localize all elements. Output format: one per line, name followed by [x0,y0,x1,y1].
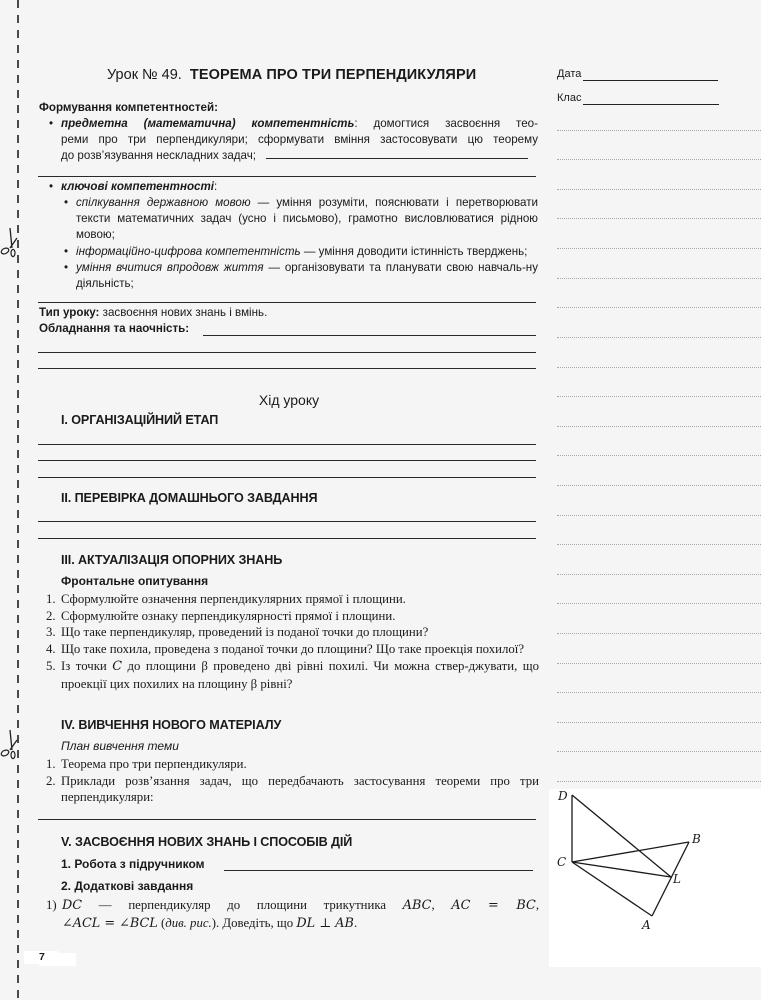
task-number: 1) [46,898,57,912]
question-number: 5. [46,659,56,673]
subject-text: : домогтися засвоєння тео- [354,117,538,130]
task-text: , [431,898,452,912]
textbook-work: 1. Робота з підручником [61,857,205,871]
question-number: 1. [46,592,56,606]
section-heading-3: III. АКТУАЛІЗАЦІЯ ОПОРНИХ ЗНАНЬ [61,553,283,567]
task-text: , [535,898,540,912]
question-number: 2. [46,608,56,623]
competencies-heading: Формування компетентностей: [39,101,218,114]
subject-term: предметна (математична) компетентність [61,117,355,130]
question-text: Що таке перпендикуляр, проведений із поданої точки до площини? [61,625,429,639]
key-item-term: інформаційно-цифрова компетентність [76,244,301,258]
section-heading-1: I. ОРГАНІЗАЦІЙНИЙ ЕТАП [61,413,219,427]
point-label-c: C [557,855,567,869]
colon: : [214,180,218,193]
date-label: Дата [557,68,582,80]
lesson-label: Урок № 49. [107,67,182,83]
lesson-type-label: Тип уроку: [39,306,100,319]
point-label-l: L [673,872,681,886]
question-text: Із точки [61,659,113,673]
task-text: див. рис. [165,915,212,930]
task-text: ( [157,915,166,930]
additional-tasks: 2. Додаткові завдання [61,879,194,893]
task-text: . [353,915,358,930]
question-number: 4. [46,641,56,656]
plan-number: 2. [46,773,56,788]
math-expr: ABC [402,898,432,913]
plan-number: 1. [46,757,56,771]
task-text: ). Доведіть, що [211,915,297,930]
math-expr: AC = BC [451,898,536,913]
key-item-term: уміння вчитися впродовж життя [76,260,264,274]
question-text: Сформулюйте ознаку перпендикулярності прямої і площини. [61,608,396,623]
point-label-d: D [558,789,568,803]
plan-text: Теорема про три перпендикуляри. [61,757,247,771]
plan-text: Приклади розв’язання задач, що передбачають застосування теореми про три перпендикуляри: [61,773,539,804]
section-heading-5: V. ЗАСВОЄННЯ НОВИХ ЗНАНЬ І СПОСОБІВ ДІЙ [61,835,353,849]
lesson-type-value: засвоєння нових знань і вмінь. [102,306,268,319]
question-text: Сформулюйте означення перпендикулярних прямої і площини. [61,592,406,606]
lesson-title: ТЕОРЕМА ПРО ТРИ ПЕРПЕНДИКУЛЯРИ [189,67,477,83]
question-text: до площини β проведено дві рівні похилі. Чи можна ствер-джувати, що проекції цих похилих на площину β рівні? [61,659,539,691]
math-expr: DL ⊥ AB [296,915,354,931]
point-label-a: A [642,918,651,932]
math-var: C [112,659,123,674]
math-expr: DC [62,898,83,913]
question-text: Що таке похила, проведена з поданої точки до площини? Що таке проекція похилої? [61,641,525,656]
subject-text: до розв’язування нескладних задач; [61,149,256,163]
class-label: Клас [557,92,582,104]
subject-text: реми про три перпендикуляри; сформувати вміння застосовувати цю теорему [61,133,538,147]
key-item-term: спілкування державною мовою [76,196,251,209]
key-item-text: — уміння розуміти, пояснювати і перетворювати тексти математичних задач (усно і письмово), грамотно висловлюватися рідною мовою; [76,196,538,242]
survey-heading: Фронтальне опитування [61,574,209,588]
point-label-b: B [692,832,701,846]
study-plan-heading: План вивчення теми [61,739,179,753]
section-heading-2: II. ПЕРЕВІРКА ДОМАШНЬОГО ЗАВДАННЯ [61,491,318,505]
key-item-text: — уміння доводити істинність тверджень; [300,244,528,258]
math-expr: ∠ACL = ∠BCL [62,915,158,931]
equipment-label: Обладнання та наочність: [39,322,190,335]
key-term: ключові компетентності [61,180,214,193]
task-text: — перпендикуляр до площини трикутника [82,898,403,912]
section-heading-4: IV. ВИВЧЕННЯ НОВОГО МАТЕРІАЛУ [61,718,282,732]
course-heading: Хід уроку [258,392,320,408]
page-number: 7 [39,951,45,963]
key-item-text: — організовувати та планувати свою навчаль-ну діяльність; [76,260,538,291]
question-number: 3. [46,625,56,639]
